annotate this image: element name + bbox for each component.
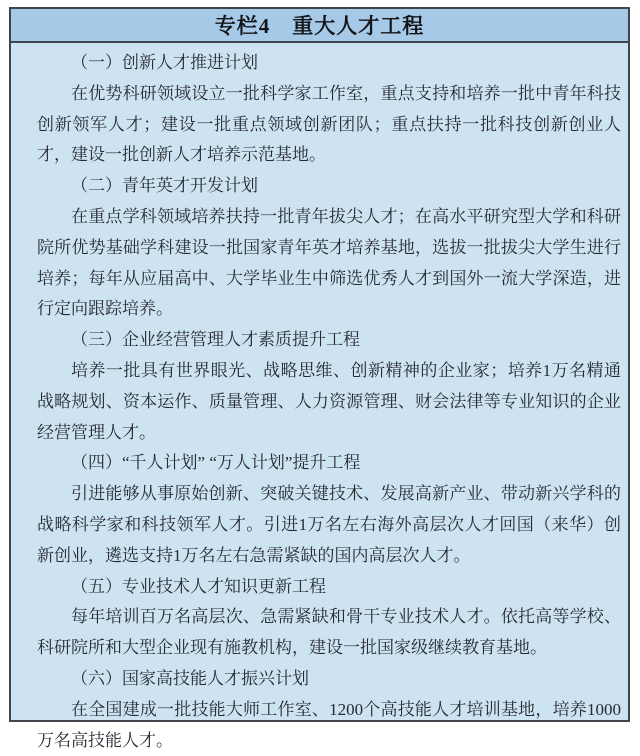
section-3 — [37, 325, 621, 448]
section-4-text: 引进能够从事原始创新、突破关键技术、发展高新产业、带动新兴学科的战略科学家和科技领军人才。引进1万名左右海外高层次人才回国（来华）创新创业，遴选支持1万名左右急需紧缺的国内高层次人才。 — [37, 484, 621, 565]
section-5 — [37, 572, 621, 664]
section-5-heading: （五）专业技术人才知识更新工程 — [71, 576, 326, 596]
section-4-heading: （四）“千人计划” “万人计划”提升工程 — [71, 453, 361, 473]
section-3-text: 培养一批具有世界眼光、战略思维、创新精神的企业家；培养1万名精通战略规划、资本运作、质量管理、人力资源管理、财会法律等专业知识的企业经营管理人才。 — [37, 360, 621, 442]
talent-program-panel — [9, 7, 630, 750]
section-3-heading: （三）企业经营管理人才素质提升工程 — [71, 330, 360, 350]
section-2 — [37, 171, 621, 325]
section-6 — [37, 664, 621, 756]
section-1-heading: （一）创新人才推进计划 — [71, 53, 258, 72]
section-1 — [37, 48, 621, 171]
section-4 — [37, 448, 621, 571]
section-6-text: 在全国建成一批技能大师工作室、1200个高技能人才培训基地，培养1000万名高技能人才。 — [37, 699, 621, 750]
section-6-heading: （六）国家高技能人才振兴计划 — [71, 668, 309, 688]
section-1-text: 在优势科研领域设立一批科学家工作室，重点支持和培养一批中青年科技创新领军人才；建设一批重点领域创新团队；重点扶持一批科技创新创业人才，建设一批创新人才培养示范基地。 — [37, 83, 621, 165]
section-5-text: 每年培训百万名高层次、急需紧缺和骨干专业技术人才。依托高等学校、科研院所和大型企业现有施教机构，建设一批国家级继续教育基地。 — [37, 607, 621, 658]
section-2-heading: （二）青年英才开发计划 — [71, 176, 258, 196]
panel-body — [11, 43, 628, 756]
panel-title: 专栏4 重大人才工程 — [11, 9, 628, 43]
section-2-text: 在重点学科领域培养扶持一批青年拔尖人才；在高水平研究型大学和科研院所优势基础学科建设一批国家青年英才培养基地，选拔一批拔尖大学生进行培养；每年从应届高中、大学毕业生中筛选优秀人才到国外一流大学深造，进行定向跟踪培养。 — [37, 206, 621, 319]
